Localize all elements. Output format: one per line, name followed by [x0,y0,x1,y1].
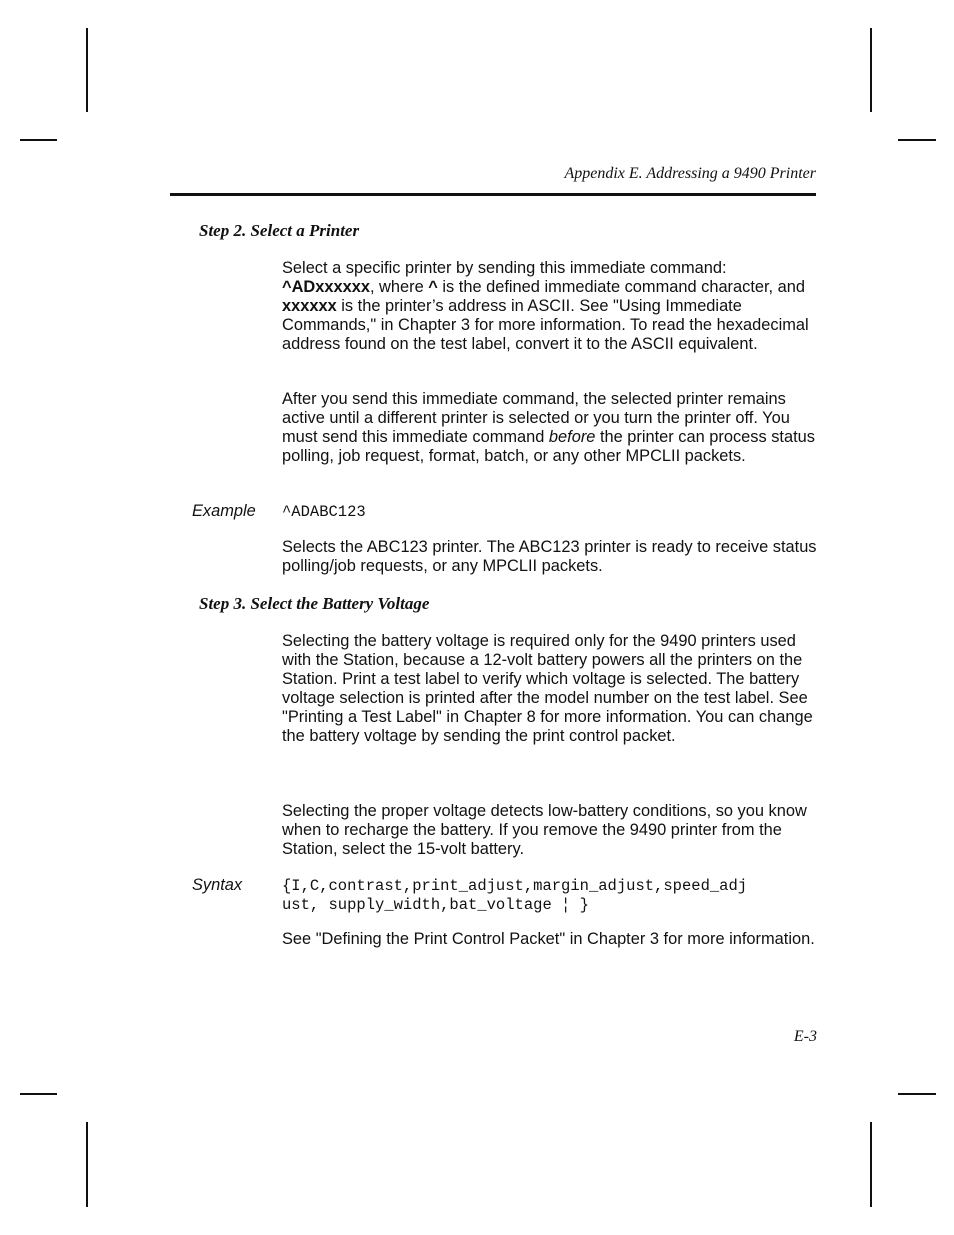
step-3-paragraph-2: Selecting the proper voltage detects low-battery conditions, so you know when to recharge the battery. If you remove the 9490 printer from the Station, select the 15-volt battery. [282,802,807,859]
example-code: ^ADABC123 [282,503,366,521]
crop-mark-top-right-vertical [870,28,872,112]
text-run: is the defined immediate command character, and [437,278,806,297]
text-run: the printer can process status polling, job request, format, batch, or any other MPCLII packets. [282,428,815,466]
syntax-label: Syntax [192,876,243,894]
step-2-paragraph-1 [282,259,822,354]
crop-mark-bottom-right-horizontal [898,1093,936,1095]
address-placeholder: xxxxxx [282,297,337,316]
header-rule [170,193,816,196]
command-char: ^ [428,278,438,297]
emphasis-text: before [548,428,596,447]
syntax-code-line-2: ust, supply_width,bat_voltage ¦ } [282,896,589,914]
crop-mark-bottom-left-vertical [86,1122,88,1207]
crop-mark-top-left-vertical [86,28,88,112]
page-number: E-3 [793,1028,817,1045]
running-head: Appendix E. Addressing a 9490 Printer [564,165,816,182]
syntax-description: See "Defining the Print Control Packet" in Chapter 3 for more information. [282,930,815,948]
command-text: ^ADxxxxxx [282,278,370,297]
text-run: Select a specific printer by sending this immediate command: [282,259,727,277]
syntax-code-line-1: {I,C,contrast,print_adjust,margin_adjust,speed_adj [282,877,748,895]
text-run: is the printer’s address in ASCII. See "Using Immediate Commands," in Chapter 3 for more information. To read the hexadecimal address found on the test label, convert it to the ASCII equivalent. [282,297,809,354]
example-label: Example [192,502,256,520]
step-2-paragraph-2 [282,390,822,466]
crop-mark-top-left-horizontal [20,139,57,141]
text-run: , where [369,278,429,297]
step-3-heading: Step 3. Select the Battery Voltage [199,594,430,613]
step-2-heading: Step 2. Select a Printer [199,221,360,240]
crop-mark-top-right-horizontal [898,139,936,141]
crop-mark-bottom-left-horizontal [20,1093,57,1095]
text-run: After you send this immediate command, the selected printer remains active until a different printer is selected or you turn the printer off. You must send this immediate command [282,390,790,447]
crop-mark-bottom-right-vertical [870,1122,872,1207]
example-description: Selects the ABC123 printer. The ABC123 printer is ready to receive status polling/job requests, or any MPCLII packets. [282,538,817,576]
step-3-paragraph-1: Selecting the battery voltage is required only for the 9490 printers used with the Station, because a 12-volt battery powers all the printers on the Station. Print a test label to verify which voltage is selected. The battery voltage selection is printed after the model number on the test label. See "Printing a Test Label" in Chapter 8 for more information. You can change the battery voltage by sending the print control packet. [282,632,813,746]
